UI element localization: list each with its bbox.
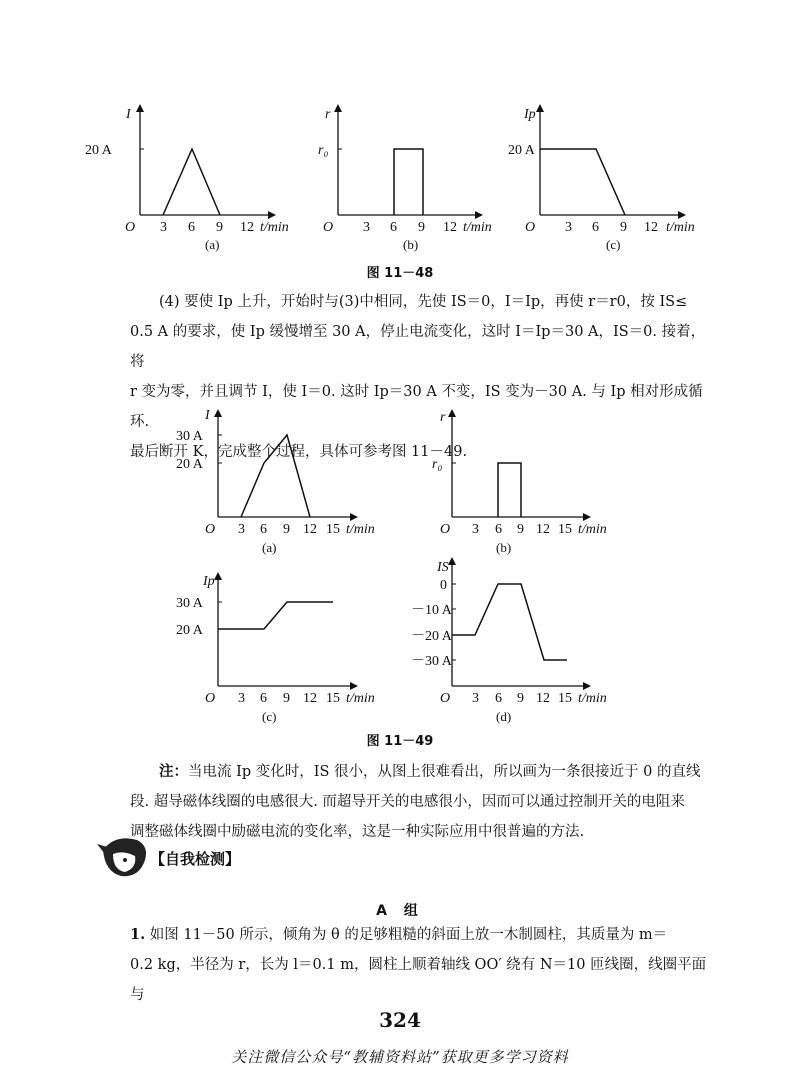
x-tick-label: 9 xyxy=(620,220,627,235)
x-tick-label: 9 xyxy=(283,522,290,537)
x-tick-label: O xyxy=(440,522,451,537)
y-axis-label: r xyxy=(440,410,446,425)
series-line xyxy=(498,463,521,517)
fig48-chart-a xyxy=(85,104,289,252)
fig49-chart-c xyxy=(176,572,375,724)
x-axis-label: t/min xyxy=(346,691,375,706)
x-tick-label: 3 xyxy=(565,220,572,235)
x-tick-label: 3 xyxy=(160,220,167,235)
y-tick-label: 30 A xyxy=(176,596,203,611)
fig48-chart-c xyxy=(508,104,695,252)
x-tick-label: 6 xyxy=(495,522,502,537)
series-line xyxy=(218,602,333,629)
x-tick-label: 12 xyxy=(303,691,317,706)
group-title: A 组 xyxy=(376,903,424,919)
y-tick-label: 20 A xyxy=(508,143,535,158)
paragraph-line: 最后断开 K，完成整个过程，具体可参考图 11－49. xyxy=(130,444,468,460)
chart-label: (b) xyxy=(496,540,512,555)
figure-11-49 xyxy=(0,395,800,725)
y-axis-label: I xyxy=(205,408,210,423)
y-tick-label: r₀ xyxy=(432,457,443,472)
y-axis-label: Ip xyxy=(203,574,215,589)
x-tick-label: O xyxy=(125,220,136,235)
chart-label: (a) xyxy=(262,540,277,555)
note-line: 当电流 Ip 变化时，IS 很小，从图上很难看出，所以画为一条很接近于 0 的直线 xyxy=(188,764,701,780)
chart-label: (c) xyxy=(606,237,621,252)
y-tick-label: 20 A xyxy=(176,623,203,638)
problem-line: 0.2 kg，半径为 r，长为 l＝0.1 m，圆柱上顺着轴线 OO′ 绕有 N＝10 匝线圈，线圈平面与 xyxy=(130,957,707,1003)
x-tick-label: O xyxy=(440,691,451,706)
x-tick-label: O xyxy=(323,220,334,235)
x-tick-label: 3 xyxy=(238,691,245,706)
x-tick-label: 9 xyxy=(283,691,290,706)
x-tick-label: 6 xyxy=(592,220,599,235)
mascot-head-icon xyxy=(95,832,155,882)
x-tick-label: 6 xyxy=(260,691,267,706)
y-axis-label: I xyxy=(126,107,131,122)
x-tick-label: 9 xyxy=(418,220,425,235)
x-tick-label: 12 xyxy=(644,220,658,235)
x-tick-label: 15 xyxy=(326,691,340,706)
x-tick-label: 3 xyxy=(238,522,245,537)
x-tick-label: 12 xyxy=(443,220,457,235)
x-tick-label: 15 xyxy=(326,522,340,537)
series-line xyxy=(540,149,625,215)
series-line xyxy=(452,584,567,660)
x-axis-label: t/min xyxy=(578,691,607,706)
x-tick-label: 15 xyxy=(558,691,572,706)
y-tick-label: r₀ xyxy=(318,143,329,158)
problem-number: 1. xyxy=(130,926,146,943)
figure-caption-11-49: 图 11－49 xyxy=(366,734,434,749)
series-line xyxy=(394,149,423,215)
x-tick-label: O xyxy=(205,691,216,706)
paragraph-line: (4) 要使 Ip 上升，开始时与(3)中相同，先使 IS＝0，I＝Ip，再使 r＝r0，按 IS≤ xyxy=(159,294,688,310)
x-axis-label: t/min xyxy=(346,522,375,537)
y-axis-label: IS xyxy=(437,560,449,575)
chart-label: (c) xyxy=(262,709,277,724)
x-axis-label: t/min xyxy=(463,220,492,235)
x-tick-label: 12 xyxy=(536,691,550,706)
page-number: 324 xyxy=(379,1008,421,1032)
y-tick-label: －20 A xyxy=(411,629,452,644)
x-tick-label: 3 xyxy=(472,691,479,706)
chart-label: (a) xyxy=(205,237,220,252)
x-tick-label: 9 xyxy=(216,220,223,235)
x-tick-label: 12 xyxy=(536,522,550,537)
fig49-chart-a xyxy=(176,408,375,555)
figure-11-48 xyxy=(0,0,800,290)
y-tick-label: 30 A xyxy=(176,429,203,444)
y-axis-label: r xyxy=(325,107,331,122)
fig49-chart-d xyxy=(411,557,607,724)
x-axis-label: t/min xyxy=(666,220,695,235)
problem-line: 如图 11－50 所示，倾角为 θ 的足够粗糙的斜面上放一木制圆柱，其质量为 m＝ xyxy=(149,927,668,943)
footer-note: 关注微信公众号“教辅资料站”获取更多学习资料 xyxy=(231,1048,569,1066)
x-tick-label: 6 xyxy=(188,220,195,235)
x-tick-label: 12 xyxy=(303,522,317,537)
chart-label: (d) xyxy=(496,709,512,724)
paragraph-line: r 变为零，并且调节 I，使 I＝0. 这时 Ip＝30 A 不变，IS 变为－30 A. 与 Ip 相对形成循环. xyxy=(130,384,703,430)
x-tick-label: 6 xyxy=(495,691,502,706)
x-axis-label: t/min xyxy=(260,220,289,235)
y-tick-label: －30 A xyxy=(411,654,452,669)
fig49-chart-b xyxy=(432,409,607,555)
note-paragraph xyxy=(130,757,710,847)
x-tick-label: 3 xyxy=(472,522,479,537)
y-axis-label: Ip xyxy=(524,107,536,122)
note-line: 调整磁体线圈中励磁电流的变化率，这是一种实际应用中很普遍的方法. xyxy=(130,824,585,840)
series-line xyxy=(241,435,310,517)
x-axis-label: t/min xyxy=(578,522,607,537)
note-line: 段. 超导磁体线圈的电感很大. 而超导开关的电感很小，因而可以通过控制开关的电阻来 xyxy=(130,794,685,810)
x-tick-label: 6 xyxy=(390,220,397,235)
paragraph-line: 0.5 A 的要求，使 Ip 缓慢增至 30 A，停止电流变化，这时 I＝Ip＝30 A，IS＝0. 接着，将 xyxy=(130,324,706,370)
x-tick-label: O xyxy=(525,220,536,235)
y-tick-label: －10 A xyxy=(411,603,452,618)
x-tick-label: 3 xyxy=(363,220,370,235)
chart-label: (b) xyxy=(403,237,419,252)
figure-caption-11-48: 图 11－48 xyxy=(366,266,434,281)
series-line xyxy=(163,149,220,215)
x-tick-label: 15 xyxy=(558,522,572,537)
x-tick-label: 9 xyxy=(517,522,524,537)
y-tick-label: 0 xyxy=(440,578,447,593)
section-title: 【自我检测】 xyxy=(150,850,241,868)
x-tick-label: O xyxy=(205,522,216,537)
note-label: 注： xyxy=(159,764,188,780)
x-tick-label: 6 xyxy=(260,522,267,537)
problem-1 xyxy=(130,920,710,1010)
y-tick-label: 20 A xyxy=(176,457,203,472)
x-tick-label: 9 xyxy=(517,691,524,706)
fig48-chart-b xyxy=(318,104,492,252)
y-tick-label: 20 A xyxy=(85,143,112,158)
x-tick-label: 12 xyxy=(240,220,254,235)
